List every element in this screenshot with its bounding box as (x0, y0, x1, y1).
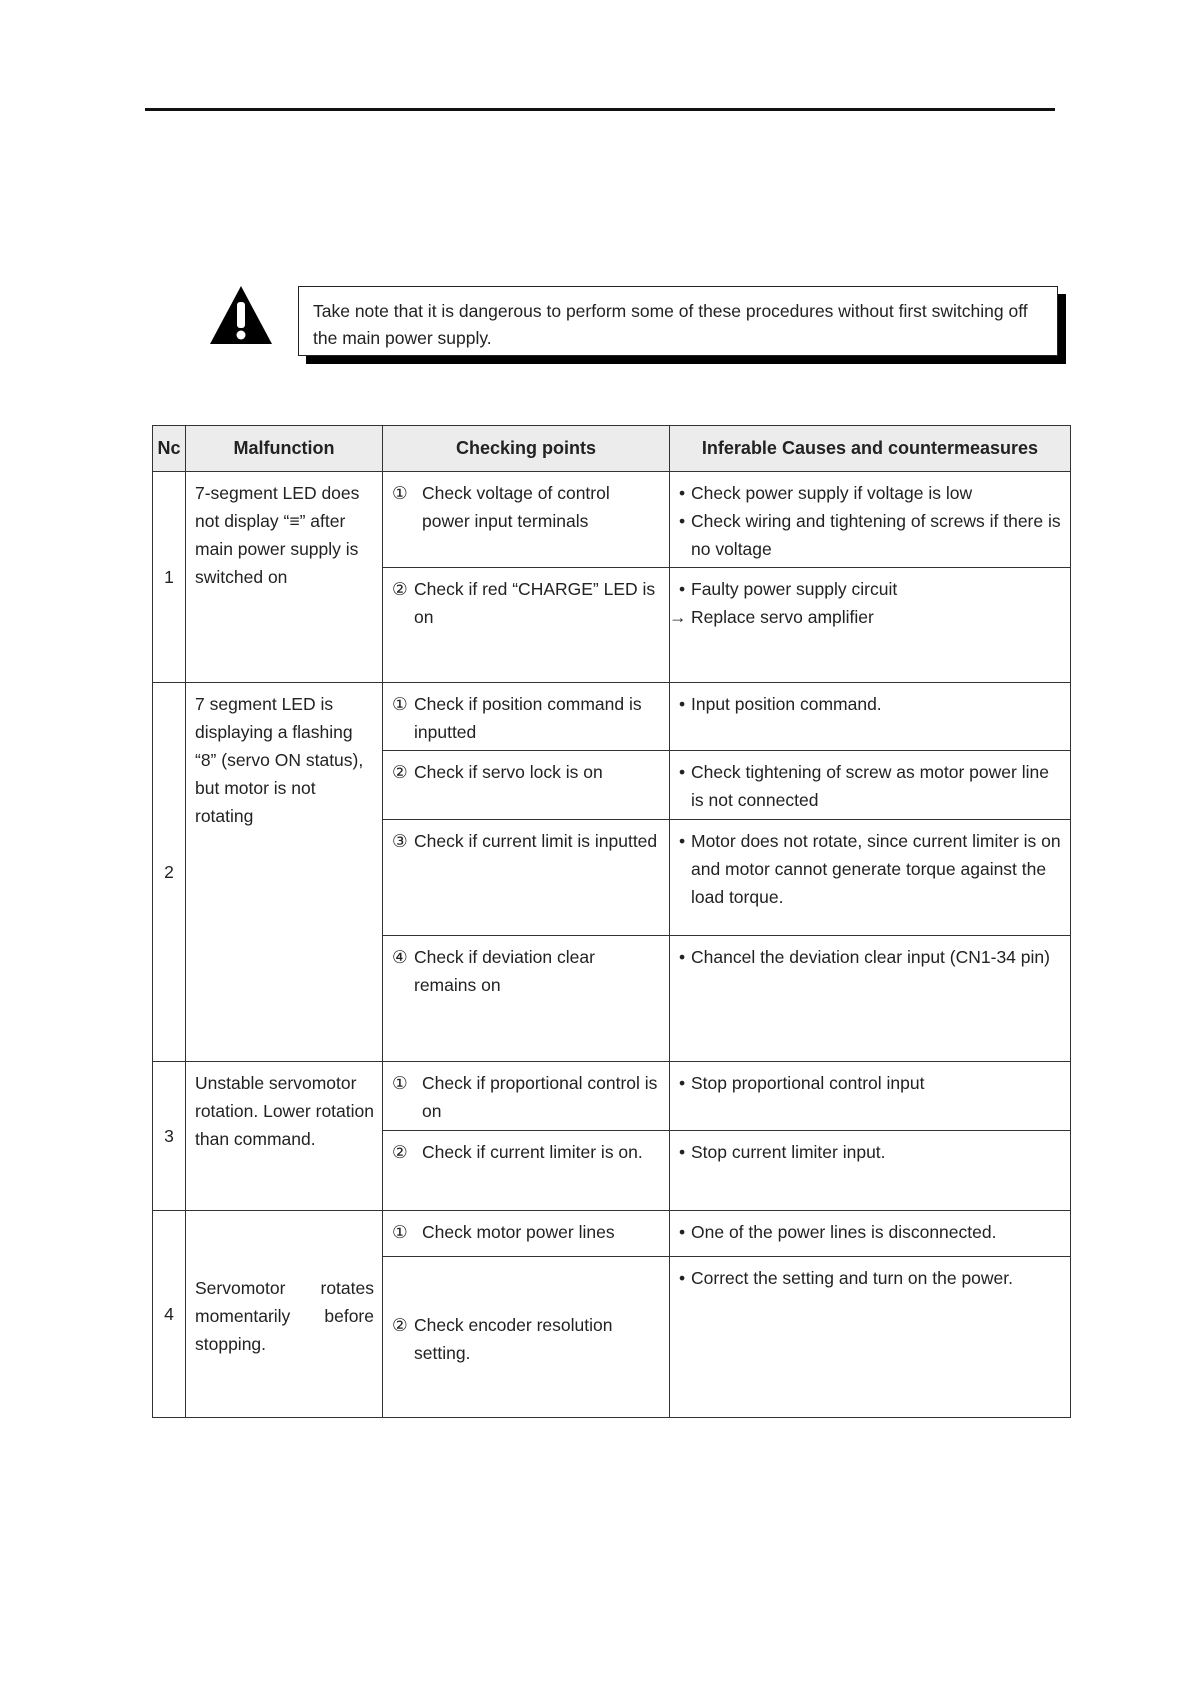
cause-text: Check tightening of screw as motor power line is not connected (691, 762, 1049, 810)
warning-box (298, 286, 1058, 356)
cause-cell: • One of the power lines is disconnected. (670, 1211, 1071, 1257)
malfunction-cell (186, 472, 383, 683)
malfunction-cell (186, 683, 383, 1062)
check-cell (383, 1211, 670, 1257)
malfunction-text: 7-segment LED does not display “≡” after main power supply is switched on (195, 483, 360, 587)
check-number: ② (392, 579, 408, 599)
cause-cell: • Check tightening of screw as motor power line is not connected (670, 751, 1071, 820)
table-row (153, 1062, 1071, 1131)
check-cell (383, 751, 670, 820)
check-text: Check encoder resolution setting. (414, 1314, 613, 1363)
header-no: Nc (153, 426, 186, 472)
cause-text: Check power supply if voltage is low (691, 483, 973, 503)
check-text: Check if deviation clear remains on (414, 947, 595, 995)
check-cell (383, 568, 670, 683)
table-header-row (153, 426, 1071, 472)
warning-text: Take note that it is dangerous to perform some of these procedures without first switching off the main power supply. (313, 301, 1028, 348)
cause-text: Chancel the deviation clear input (CN1-34 pin) (691, 947, 1050, 967)
check-number: ③ (392, 831, 408, 851)
check-text: Check if position command is inputted (414, 694, 642, 742)
check-number: ① (392, 483, 408, 503)
check-cell (383, 820, 670, 936)
cause-text: Input position command. (691, 694, 882, 714)
cause-text: Replace servo amplifier (691, 607, 874, 627)
check-number: ② (392, 1142, 408, 1162)
check-number: ① (392, 1222, 408, 1242)
cause-text: Correct the setting and turn on the power. (691, 1268, 1013, 1288)
header-rule (145, 108, 1055, 111)
table-row (153, 1211, 1071, 1257)
check-text: Check if proportional control is on (422, 1073, 658, 1121)
check-cell (383, 683, 670, 751)
check-number: ② (392, 1314, 408, 1335)
cause-cell: • Chancel the deviation clear input (CN1-34 pin) (670, 936, 1071, 1062)
row-number: 1 (153, 472, 186, 683)
warning-icon-wrap (208, 284, 274, 346)
check-number: ① (392, 694, 408, 714)
malfunction-text: 7 segment LED is displaying a flashing “8” (servo ON status), but motor is not rotating (195, 694, 364, 826)
check-number: ④ (392, 947, 408, 967)
check-cell (383, 1131, 670, 1211)
check-text: Check if current limit is inputted (414, 831, 658, 851)
check-cell (383, 472, 670, 568)
check-text: Check if servo lock is on (414, 762, 603, 782)
check-cell (383, 1257, 670, 1418)
table-row (153, 472, 1071, 568)
row-number: 2 (153, 683, 186, 1062)
cause-text: Motor does not rotate, since current limiter is on and motor cannot generate torque against the load torque. (691, 831, 1061, 907)
header-malfunction: Malfunction (186, 426, 383, 472)
cause-cell: • Correct the setting and turn on the power. (670, 1257, 1071, 1418)
header-causes: Inferable Causes and countermeasures (670, 426, 1071, 472)
cause-cell: • Stop proportional control input (670, 1062, 1071, 1131)
check-text: Check voltage of control power input terminals (422, 483, 610, 531)
cause-text: Faulty power supply circuit (691, 579, 898, 599)
malfunction-text: Servomotor rotates momentarily before stopping. (195, 1277, 374, 1354)
check-text: Check motor power lines (422, 1222, 615, 1242)
cause-cell: • Input position command. (670, 683, 1071, 751)
check-text: Check if current limiter is on. (422, 1142, 643, 1162)
cause-text: One of the power lines is disconnected. (691, 1222, 997, 1242)
header-checking-points: Checking points (383, 426, 670, 472)
cause-text: Stop proportional control input (691, 1073, 925, 1093)
check-cell (383, 936, 670, 1062)
cause-cell: • Faulty power supply circuit → Replace servo amplifier (670, 568, 1071, 683)
malfunction-text: Unstable servomotor rotation. Lower rotation than command. (195, 1073, 374, 1149)
check-number: ① (392, 1073, 408, 1093)
check-number: ② (392, 762, 408, 782)
warning-triangle-icon (208, 284, 274, 346)
cause-text: Check wiring and tightening of screws if there is no voltage (691, 511, 1061, 559)
cause-text: Stop current limiter input. (691, 1142, 886, 1162)
check-text: Check if red “CHARGE” LED is on (414, 579, 656, 627)
check-cell (383, 1062, 670, 1131)
arrow-icon: → (669, 607, 687, 627)
cause-cell: • Stop current limiter input. (670, 1131, 1071, 1211)
malfunction-cell (186, 1062, 383, 1211)
row-number: 4 (153, 1211, 186, 1418)
troubleshooting-table (152, 425, 1071, 1418)
cause-cell: • Check power supply if voltage is low • Check wiring and tightening of screws if there is no voltage (670, 472, 1071, 568)
malfunction-cell (186, 1211, 383, 1418)
table-row (153, 683, 1071, 751)
row-number: 3 (153, 1062, 186, 1211)
cause-cell: • Motor does not rotate, since current limiter is on and motor cannot generate torque against the load torque. (670, 820, 1071, 936)
